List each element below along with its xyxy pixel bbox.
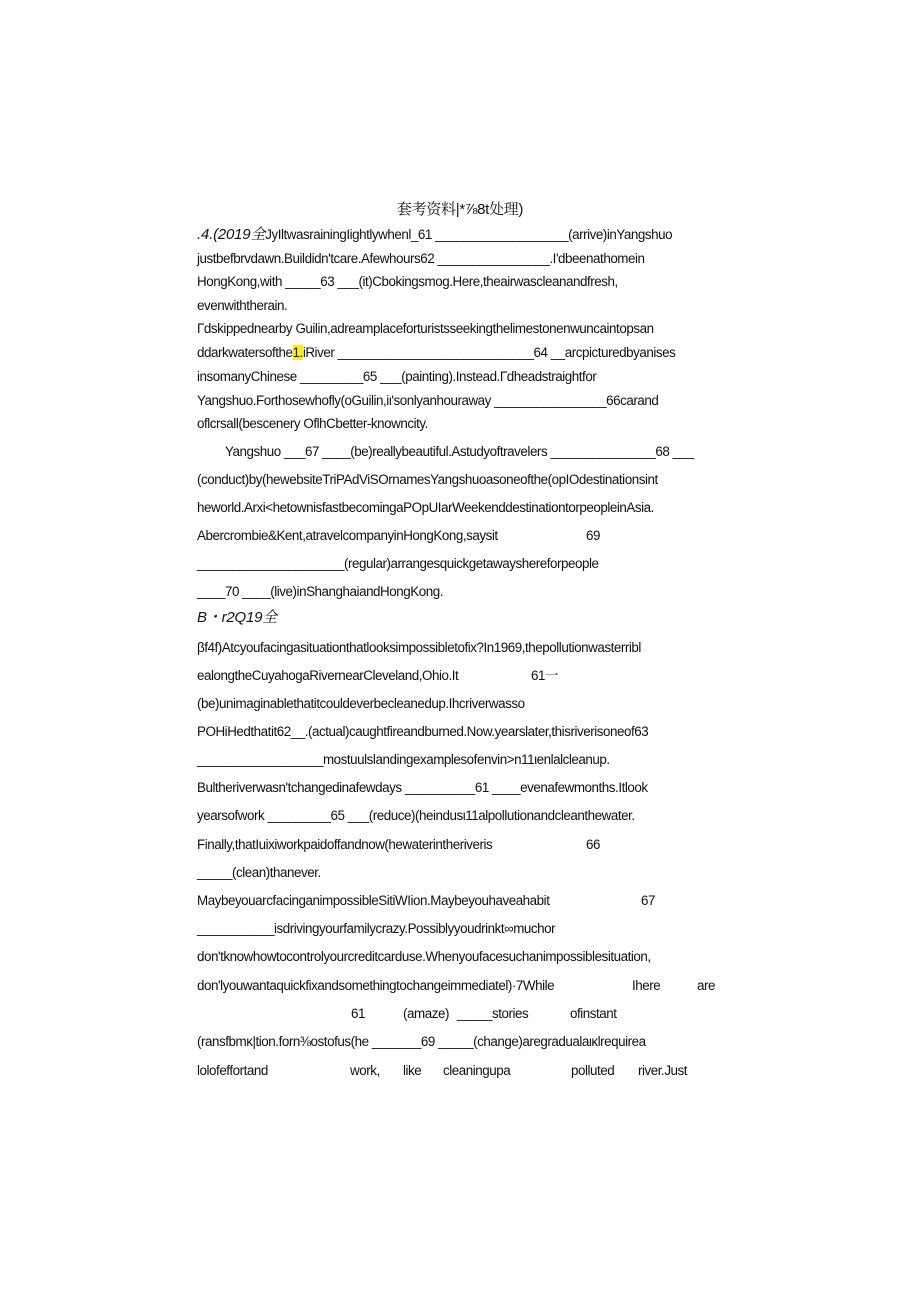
passage-a-text: JyIltwasrainingIightlywhenl_61 ___________________(arrive)inYangshuo [265, 227, 673, 242]
blank-number-69: 69 [586, 528, 600, 543]
passage-a-line-2: justbefbrvdawn.Buildidn'tcare.Afewhours62 ________________.I'dbeenathomein [197, 251, 645, 266]
passage-b-line-9: _____(clean)thanever. [197, 865, 321, 880]
passage-b-line-10: MaybeyouarcfacinganimpossibleSitiWIion.Maybeyouhaveahabit [197, 893, 550, 908]
blank-number-67: 67 [641, 893, 655, 908]
passage-b-line-3: (be)unimaginablethatitcouldeverbecleanedup.Ihcriverwasso [197, 696, 525, 711]
highlight-mark: 1. [292, 345, 303, 360]
passage-a-line-5: Γdskippednearby Guilin,adreamplaceforturistsseekingthelimestonenwuncaintopsan [197, 321, 654, 336]
passage-b-line-11: ___________isdrivingyourfamilycrazy.Possiblyyoudrinkt∞muchor [197, 921, 556, 936]
passage-b-line-12: don'tknowhowtocontrolyourcreditcarduse.Whenyoufacesuchanimpossiblesituation, [197, 949, 651, 964]
passage-a-line-14: _____________________(regular)arrangesquickgetawayshereforpeople [197, 556, 599, 571]
blank-number-61b: 61 [351, 1006, 365, 1021]
passage-b-word: polluted [571, 1063, 615, 1078]
passage-b-word: river.Just [638, 1063, 688, 1078]
passage-a-line-6 [197, 344, 675, 362]
passage-b-word: work, [350, 1063, 380, 1078]
passage-a-line-11: (conduct)by(hewebsiteTriPAdViSOrnamesYangshuoasoneofthe(opIOdestinationsint [197, 472, 658, 487]
passage-b-word: cleaningupa [443, 1063, 511, 1078]
section-b-heading: B・r2Q19全 [197, 609, 278, 626]
passage-b-word: like [403, 1063, 422, 1078]
blank-number-61: 61一 [531, 668, 558, 683]
blank-number-66: 66 [586, 837, 600, 852]
passage-b-word: _____stories [457, 1006, 529, 1021]
passage-b-word: are [697, 978, 716, 993]
passage-b-line-1: βf4f)Atcyoufacingasituationthatlooksimpossibletofix?In1969,thepollutionwasterribl [197, 640, 641, 655]
passage-a-line-3: HongKong,with _____63 ___(it)Cbokingsmog.Here,theairwascleanandfresh, [197, 274, 618, 289]
passage-b-line-13: don'lyouwantaquickfixandsomethingtochangeimmediatel)·7While [197, 978, 555, 993]
passage-a-line-1 [197, 226, 672, 244]
passage-b-line-2: ealongtheCuyahogaRivernearCleveland,Ohio.It [197, 668, 459, 683]
passage-b-line-8: Finally,thatIuixiworkpaidoffandnow(hewaterintheriveris [197, 837, 493, 852]
passage-b-word: ofinstant [570, 1006, 617, 1021]
page-title: 套考资料|*⅞8t处理) [396, 201, 524, 218]
passage-b-word: (amaze) [403, 1006, 449, 1021]
passage-a-text: iRiver ____________________________64 __arcpicturedbyanises [302, 345, 676, 360]
passage-b-line-14: (ransfbmκ|tion.forn⅜ostofus(he _______69 _____(change)aregradualaικlrequirea [197, 1034, 646, 1049]
passage-a-line-8: Yangshuo.Forthosewhofly(oGuilin,iι'sonlyanhouraway ________________66carand [197, 393, 659, 408]
passage-a-line-12: heworld.Arxi<hetownisfastbecomingaPOpUIarWeekenddestinationtorpeopleinAsia. [197, 500, 654, 515]
passage-a-line-9: oflcrsall(bescenery OflhCbetter-knowncity. [197, 416, 428, 431]
passage-b-word: lolofeffortand [197, 1063, 268, 1078]
passage-a-line-10: Yangshuo ___67 ____(be)reallybeautiful.Astudyoftravelers _______________68 ___ [225, 444, 694, 459]
section-a-heading: .4.(2019全 [197, 226, 266, 243]
passage-a-line-15: ____70 ____(live)inShanghaiandHongKong. [197, 584, 444, 599]
passage-a-line-4: evenwiththerain. [197, 298, 288, 313]
passage-b-line-4: POHiHedthatit62__.(actual)caughtfireandburned.Now.yearslater,thisriverisoneof63 [197, 724, 649, 739]
passage-b-line-5: __________________mostuulslandingexamplesofenvin>n11ιenlalcleanup. [197, 752, 610, 767]
passage-a-line-7: insomanyChinese _________65 ___(painting).Instead.Γdheadstraightfor [197, 369, 597, 384]
passage-b-line-7: yearsofwork _________65 ___(reduce)(heindusι11alpollutionandcleanthewater. [197, 808, 635, 823]
passage-b-word: Ihere [632, 978, 661, 993]
passage-a-text: ddarkwatersofthe [197, 345, 293, 360]
passage-b-line-6: Bultheriverwasn'tchangedinafewdays __________61 ____evenafewmonths.Itlook [197, 780, 648, 795]
passage-a-line-13: Abercrombie&Kent,atravelcompanyinHongKong,saysit [197, 528, 498, 543]
